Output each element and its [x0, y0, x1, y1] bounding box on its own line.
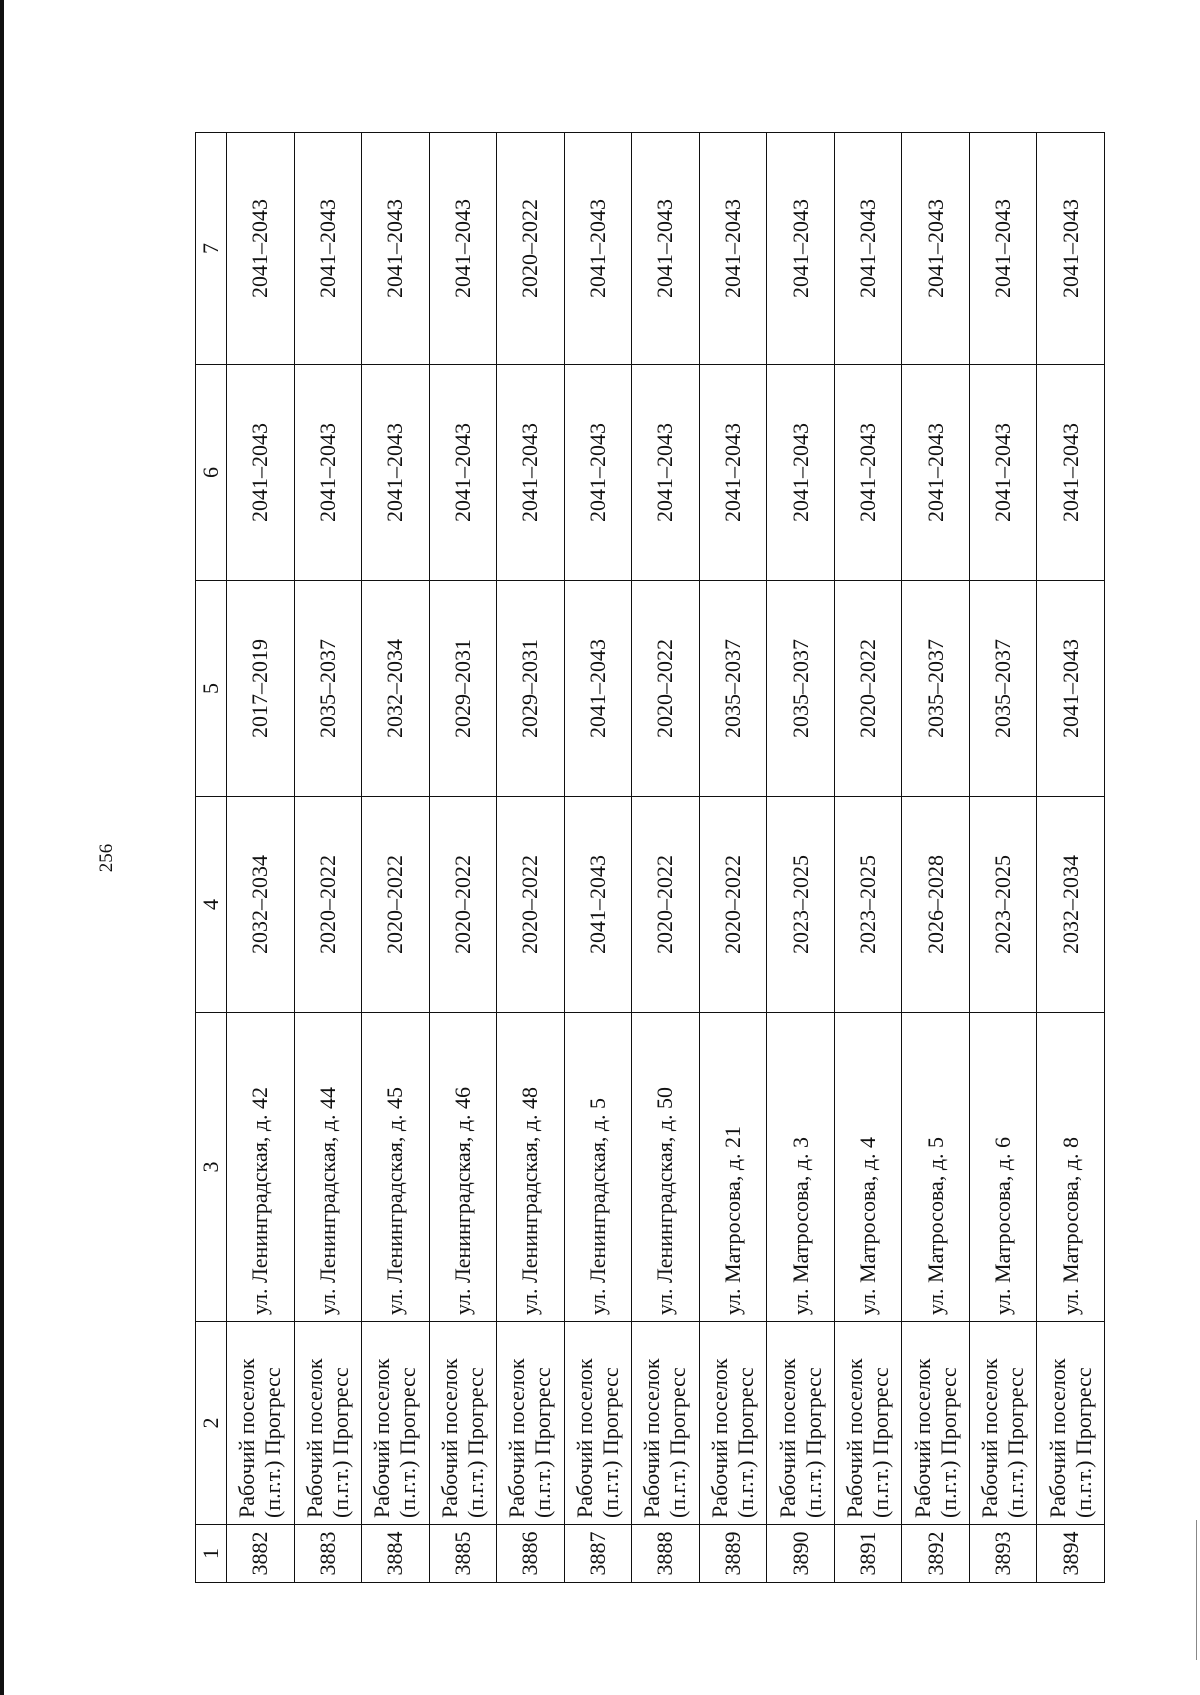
- settlement-cell: Рабочий поселок (п.г.т.) Прогресс: [902, 1322, 970, 1525]
- period-cell-4: 2026–2028: [902, 797, 970, 1013]
- scan-edge-bar: [0, 0, 4, 1695]
- period-cell-7: 2041–2043: [429, 133, 497, 365]
- address-cell: ул. Ленинградская, д. 45: [362, 1013, 430, 1322]
- column-header: 2: [196, 1322, 227, 1525]
- period-cell-5: 2041–2043: [1037, 581, 1105, 797]
- period-cell-4: 2020–2022: [362, 797, 430, 1013]
- period-cell-7: 2041–2043: [294, 133, 362, 365]
- row-number: 3889: [699, 1525, 767, 1583]
- settlement-cell: Рабочий поселок (п.г.т.) Прогресс: [497, 1322, 565, 1525]
- settlement-cell: Рабочий поселок (п.г.т.) Прогресс: [767, 1322, 835, 1525]
- address-cell: ул. Матросова, д. 4: [834, 1013, 902, 1322]
- period-cell-5: 2041–2043: [564, 581, 632, 797]
- row-number: 3885: [429, 1525, 497, 1583]
- row-number: 3882: [227, 1525, 295, 1583]
- settlement-cell: Рабочий поселок (п.г.т.) Прогресс: [1037, 1322, 1105, 1525]
- address-cell: ул. Ленинградская, д. 50: [632, 1013, 700, 1322]
- period-cell-7: 2041–2043: [699, 133, 767, 365]
- row-number: 3886: [497, 1525, 565, 1583]
- period-cell-5: 2035–2037: [294, 581, 362, 797]
- address-cell: ул. Ленинградская, д. 5: [564, 1013, 632, 1322]
- table-header-row: [196, 133, 227, 1583]
- table-row: [497, 133, 565, 1583]
- row-number: 3893: [969, 1525, 1037, 1583]
- address-cell: ул. Матросова, д. 8: [1037, 1013, 1105, 1322]
- table-row: [969, 133, 1037, 1583]
- settlement-cell: Рабочий поселок (п.г.т.) Прогресс: [429, 1322, 497, 1525]
- address-cell: ул. Ленинградская, д. 44: [294, 1013, 362, 1322]
- period-cell-5: 2035–2037: [699, 581, 767, 797]
- period-cell-7: 2041–2043: [969, 133, 1037, 365]
- period-cell-5: 2017–2019: [227, 581, 295, 797]
- table-row: [564, 133, 632, 1583]
- period-cell-6: 2041–2043: [767, 365, 835, 581]
- settlement-cell: Рабочий поселок (п.г.т.) Прогресс: [294, 1322, 362, 1525]
- period-cell-6: 2041–2043: [1037, 365, 1105, 581]
- period-cell-7: 2041–2043: [767, 133, 835, 365]
- period-cell-7: 2041–2043: [834, 133, 902, 365]
- row-number: 3883: [294, 1525, 362, 1583]
- period-cell-6: 2041–2043: [632, 365, 700, 581]
- period-cell-7: 2041–2043: [632, 133, 700, 365]
- address-cell: ул. Ленинградская, д. 48: [497, 1013, 565, 1322]
- period-cell-4: 2020–2022: [429, 797, 497, 1013]
- table-row: [429, 133, 497, 1583]
- address-cell: ул. Матросова, д. 21: [699, 1013, 767, 1322]
- period-cell-6: 2041–2043: [497, 365, 565, 581]
- period-cell-5: 2035–2037: [969, 581, 1037, 797]
- row-number: 3887: [564, 1525, 632, 1583]
- address-cell: ул. Ленинградская, д. 42: [227, 1013, 295, 1322]
- period-cell-5: 2020–2022: [632, 581, 700, 797]
- column-header: 5: [196, 581, 227, 797]
- table-row: [632, 133, 700, 1583]
- column-header: 7: [196, 133, 227, 365]
- period-cell-6: 2041–2043: [564, 365, 632, 581]
- period-cell-7: 2041–2043: [902, 133, 970, 365]
- period-cell-4: 2020–2022: [497, 797, 565, 1013]
- period-cell-4: 2023–2025: [834, 797, 902, 1013]
- table-row: [294, 133, 362, 1583]
- page-number: 256: [96, 843, 117, 873]
- settlement-cell: Рабочий поселок (п.г.т.) Прогресс: [632, 1322, 700, 1525]
- settlement-cell: Рабочий поселок (п.г.т.) Прогресс: [227, 1322, 295, 1525]
- settlement-cell: Рабочий поселок (п.г.т.) Прогресс: [834, 1322, 902, 1525]
- period-cell-4: 2023–2025: [969, 797, 1037, 1013]
- period-cell-6: 2041–2043: [227, 365, 295, 581]
- row-number: 3892: [902, 1525, 970, 1583]
- table-row: [767, 133, 835, 1583]
- scan-edge-mark: [1196, 1520, 1197, 1660]
- period-cell-4: 2020–2022: [699, 797, 767, 1013]
- period-cell-4: 2032–2034: [227, 797, 295, 1013]
- address-cell: ул. Матросова, д. 6: [969, 1013, 1037, 1322]
- table-row: [227, 133, 295, 1583]
- period-cell-4: 2032–2034: [1037, 797, 1105, 1013]
- table-row: [362, 133, 430, 1583]
- data-table-rotated: [195, 133, 1105, 1583]
- address-cell: ул. Матросова, д. 3: [767, 1013, 835, 1322]
- period-cell-6: 2041–2043: [902, 365, 970, 581]
- period-cell-6: 2041–2043: [362, 365, 430, 581]
- table-row: [902, 133, 970, 1583]
- period-cell-5: 2032–2034: [362, 581, 430, 797]
- period-cell-5: 2035–2037: [902, 581, 970, 797]
- period-cell-7: 2041–2043: [1037, 133, 1105, 365]
- settlement-cell: Рабочий поселок (п.г.т.) Прогресс: [969, 1322, 1037, 1525]
- column-header: 4: [196, 797, 227, 1013]
- period-cell-7: 2041–2043: [227, 133, 295, 365]
- row-number: 3894: [1037, 1525, 1105, 1583]
- period-cell-6: 2041–2043: [294, 365, 362, 581]
- table-row: [1037, 133, 1105, 1583]
- period-cell-7: 2041–2043: [564, 133, 632, 365]
- period-cell-7: 2041–2043: [362, 133, 430, 365]
- row-number: 3884: [362, 1525, 430, 1583]
- period-cell-4: 2020–2022: [294, 797, 362, 1013]
- period-cell-6: 2041–2043: [969, 365, 1037, 581]
- address-cell: ул. Матросова, д. 5: [902, 1013, 970, 1322]
- settlement-cell: Рабочий поселок (п.г.т.) Прогресс: [699, 1322, 767, 1525]
- period-cell-4: 2020–2022: [632, 797, 700, 1013]
- row-number: 3890: [767, 1525, 835, 1583]
- period-cell-5: 2020–2022: [834, 581, 902, 797]
- period-cell-6: 2041–2043: [699, 365, 767, 581]
- column-header: 6: [196, 365, 227, 581]
- period-cell-5: 2035–2037: [767, 581, 835, 797]
- column-header: 1: [196, 1525, 227, 1583]
- row-number: 3888: [632, 1525, 700, 1583]
- period-cell-6: 2041–2043: [429, 365, 497, 581]
- data-table: [195, 132, 1105, 1583]
- period-cell-4: 2023–2025: [767, 797, 835, 1013]
- period-cell-5: 2029–2031: [497, 581, 565, 797]
- period-cell-5: 2029–2031: [429, 581, 497, 797]
- settlement-cell: Рабочий поселок (п.г.т.) Прогресс: [362, 1322, 430, 1525]
- row-number: 3891: [834, 1525, 902, 1583]
- period-cell-4: 2041–2043: [564, 797, 632, 1013]
- address-cell: ул. Ленинградская, д. 46: [429, 1013, 497, 1322]
- table-row: [834, 133, 902, 1583]
- column-header: 3: [196, 1013, 227, 1322]
- period-cell-7: 2020–2022: [497, 133, 565, 365]
- settlement-cell: Рабочий поселок (п.г.т.) Прогресс: [564, 1322, 632, 1525]
- table-body: [196, 133, 1105, 1583]
- period-cell-6: 2041–2043: [834, 365, 902, 581]
- table-row: [699, 133, 767, 1583]
